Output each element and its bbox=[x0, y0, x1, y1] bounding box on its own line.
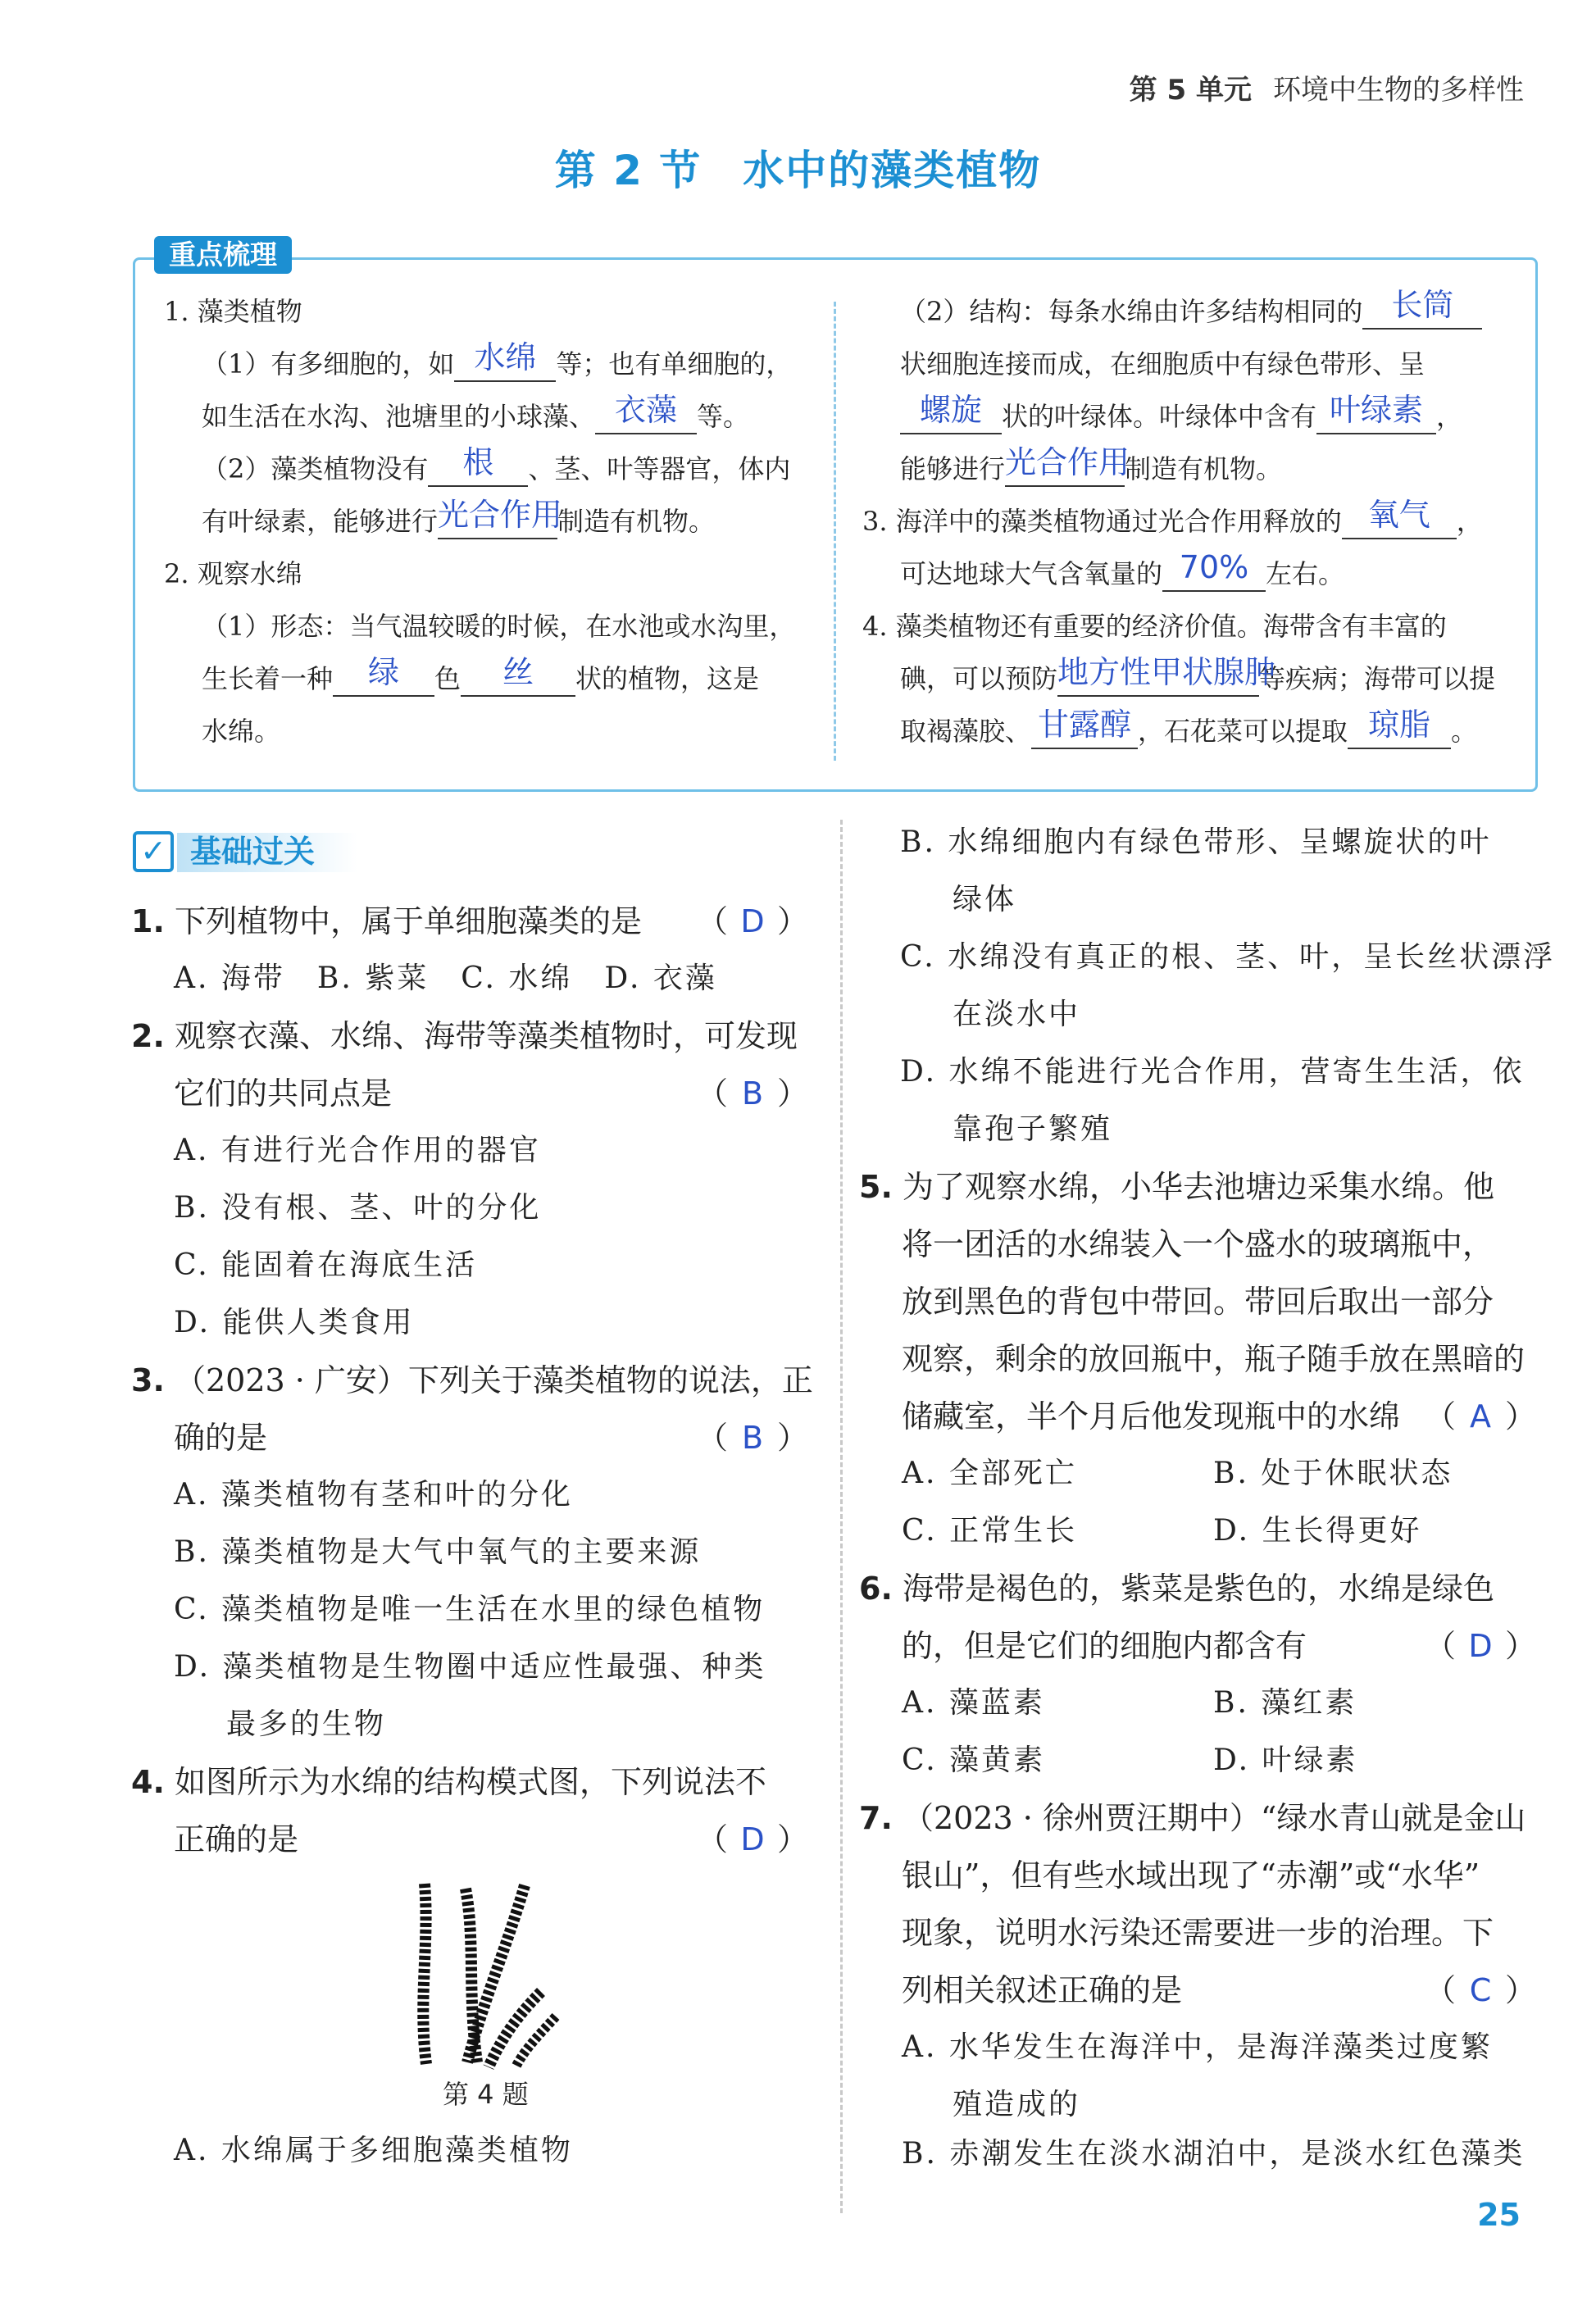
key-l4: （2）藻类植物没有 根 、茎、叶等器官，体内 bbox=[202, 451, 790, 487]
key-r4: 能够进行 光合作用 制造有机物。 bbox=[900, 451, 1282, 487]
unit-number: 第 5 单元 bbox=[1129, 74, 1252, 107]
q4-option-d-1: D. 水绵不能进行光合作用，营寄生生活，依 bbox=[900, 1055, 1525, 1089]
q2-stem-1: 2. 观察衣藻、水绵、海带等藻类植物时，可发现 bbox=[131, 1018, 798, 1054]
q2-option-a: A. 有进行光合作用的器官 bbox=[174, 1134, 541, 1167]
blank-luoxuan: 螺旋 bbox=[900, 400, 1002, 434]
key-l5: 有叶绿素，能够进行 光合作用 制造有机物。 bbox=[202, 503, 715, 539]
spirogyra-figure bbox=[402, 1877, 566, 2074]
blank-si: 丝 bbox=[461, 662, 575, 697]
q2-answer: （ B ） bbox=[697, 1075, 809, 1112]
blank-qiongzhi: 琼脂 bbox=[1348, 715, 1451, 749]
q6-option-b: B. 藻红素 bbox=[1213, 1686, 1357, 1720]
blank-guanghe-1: 光合作用 bbox=[438, 505, 557, 539]
q4-figure-caption: 第 4 题 bbox=[443, 2079, 529, 2110]
q2-option-d: D. 能供人类食用 bbox=[174, 1306, 415, 1339]
q6-stem-2: 的，但是它们的细胞内都含有 bbox=[902, 1628, 1307, 1664]
q3-answer: （ B ） bbox=[697, 1420, 809, 1456]
key-r2: 状细胞连接而成，在细胞质中有绿色带形、呈 bbox=[900, 348, 1425, 380]
q5-answer: （ A ） bbox=[1425, 1398, 1537, 1434]
q4-option-b-1: B. 水绵细胞内有绿色带形、呈螺旋状的叶 bbox=[900, 825, 1492, 859]
blank-lv: 绿 bbox=[333, 662, 434, 697]
key-l2: （1）有多细胞的，如 水绵 等；也有单细胞的， bbox=[202, 346, 792, 382]
q3-option-d-1: D. 藻类植物是生物圈中适应性最强、种类 bbox=[174, 1650, 766, 1684]
blank-yizao: 衣藻 bbox=[595, 400, 697, 434]
basic-section-label: 基础过关 bbox=[190, 834, 316, 870]
key-l6: 2. 观察水绵 bbox=[164, 558, 302, 589]
blank-changtong: 长筒 bbox=[1362, 295, 1482, 330]
blank-shuimian: 水绵 bbox=[454, 348, 556, 382]
q4-option-c-1: C. 水绵没有真正的根、茎、叶，呈长丝状漂浮 bbox=[900, 940, 1556, 974]
q4-option-a: A. 水绵属于多细胞藻类植物 bbox=[174, 2134, 573, 2167]
key-l7: （1）形态：当气温较暖的时候，在水池或水沟里， bbox=[202, 611, 796, 642]
q4-option-d-2: 靠孢子繁殖 bbox=[953, 1112, 1113, 1146]
filament-5 bbox=[516, 2016, 556, 2066]
q1-answer: （ D ） bbox=[697, 903, 809, 939]
blank-ganluchun: 甘露醇 bbox=[1031, 715, 1138, 749]
q1-stem: 1. 下列植物中，属于单细胞藻类的是 bbox=[131, 903, 642, 939]
key-l1: 1. 藻类植物 bbox=[164, 296, 302, 327]
key-l3: 如生活在水沟、池塘里的小球藻、 衣藻 等。 bbox=[202, 398, 749, 434]
check-icon: ✓ bbox=[133, 831, 174, 872]
blank-yangqi: 氧气 bbox=[1342, 505, 1457, 539]
q6-option-c: C. 藻黄素 bbox=[902, 1744, 1046, 1777]
q7-stem-2: 银山”，但有些水域出现了“赤潮”或“水华” bbox=[902, 1857, 1480, 1894]
key-r9: 取褐藻胶、 甘露醇 ，石花菜可以提取 琼脂 。 bbox=[900, 713, 1477, 749]
q6-answer: （ D ） bbox=[1425, 1628, 1537, 1664]
blank-jiazhuangxian: 地方性甲状腺肿 bbox=[1057, 662, 1259, 697]
section-title bbox=[0, 138, 1596, 197]
q7-stem-4: 列相关叙述正确的是 bbox=[902, 1972, 1183, 2008]
q7-option-a-1: A. 水华发生在海洋中，是海洋藻类过度繁 bbox=[902, 2030, 1493, 2064]
blank-yelvsu: 叶绿素 bbox=[1316, 400, 1436, 434]
page-number: 25 bbox=[1477, 2197, 1521, 2233]
q5-option-d: D. 生长得更好 bbox=[1213, 1514, 1422, 1548]
key-points-tag: 重点梳理 bbox=[154, 236, 292, 274]
q7-answer: （ C ） bbox=[1425, 1972, 1537, 2008]
blank-70: 70% bbox=[1162, 557, 1266, 592]
q7-stem-1: 7. （2023 · 徐州贾汪期中）“绿水青山就是金山 bbox=[859, 1800, 1526, 1836]
q4-option-b-2: 绿体 bbox=[953, 883, 1017, 916]
unit-header bbox=[1130, 67, 1524, 107]
q5-option-b: B. 处于休眠状态 bbox=[1213, 1457, 1453, 1490]
key-r3: 螺旋 状的叶绿体。叶绿体中含有 叶绿素 ， bbox=[900, 398, 1462, 434]
key-r6: 可达地球大气含氧量的 70% 左右。 bbox=[900, 556, 1344, 592]
filament-4 bbox=[489, 1992, 541, 2067]
q1-options: A. 海带 B. 紫菜 C. 水绵 D. 衣藻 bbox=[174, 962, 717, 995]
q7-stem-3: 现象，说明水污染还需要进一步的治理。下 bbox=[902, 1915, 1494, 1951]
q3-option-a: A. 藻类植物有茎和叶的分化 bbox=[174, 1478, 573, 1512]
q3-option-b: B. 藻类植物是大气中氧气的主要来源 bbox=[174, 1535, 702, 1569]
key-box-divider bbox=[834, 302, 836, 761]
q7-option-b-1: B. 赤潮发生在淡水湖泊中，是淡水红色藻类 bbox=[902, 2137, 1526, 2171]
key-r1: （2）结构：每条水绵由许多结构相同的 长筒 bbox=[900, 293, 1482, 330]
q5-option-c: C. 正常生长 bbox=[902, 1514, 1078, 1548]
key-r5: 3. 海洋中的藻类植物通过光合作用释放的 氧气 ， bbox=[862, 503, 1483, 539]
q5-stem-4: 观察，剩余的放回瓶中，瓶子随手放在黑暗的 bbox=[902, 1341, 1526, 1377]
q3-stem-2: 确的是 bbox=[174, 1420, 268, 1456]
q6-option-d: D. 叶绿素 bbox=[1213, 1744, 1358, 1777]
q4-stem-2: 正确的是 bbox=[174, 1821, 299, 1857]
section-name: 水中的藻类植物 bbox=[743, 147, 1042, 194]
q2-option-b: B. 没有根、茎、叶的分化 bbox=[174, 1191, 542, 1225]
key-r7: 4. 藻类植物还有重要的经济价值。海带含有丰富的 bbox=[862, 611, 1447, 642]
q3-option-c: C. 藻类植物是唯一生活在水里的绿色植物 bbox=[174, 1593, 766, 1626]
section-number: 第 2 节 bbox=[554, 147, 703, 194]
q5-stem-3: 放到黑色的背包中带回。带回后取出一部分 bbox=[902, 1284, 1494, 1320]
q5-option-a: A. 全部死亡 bbox=[902, 1457, 1077, 1490]
q6-stem-1: 6. 海带是褐色的，紫菜是紫色的，水绵是绿色 bbox=[859, 1571, 1494, 1607]
q5-stem-5: 储藏室，半个月后他发现瓶中的水绵 bbox=[902, 1398, 1401, 1434]
q4-answer: （ D ） bbox=[697, 1821, 809, 1857]
q4-option-c-2: 在淡水中 bbox=[953, 998, 1081, 1031]
key-r8: 碘，可以预防 地方性甲状腺肿 等疾病；海带可以提 bbox=[900, 661, 1495, 697]
q5-stem-1: 5. 为了观察水绵，小华去池塘边采集水绵。他 bbox=[859, 1169, 1494, 1205]
filament-1 bbox=[423, 1884, 426, 2064]
q3-stem-1: 3. （2023 · 广安）下列关于藻类植物的说法，正 bbox=[131, 1362, 813, 1398]
q3-option-d-2: 最多的生物 bbox=[226, 1707, 387, 1741]
q4-stem-1: 4. 如图所示为水绵的结构模式图，下列说法不 bbox=[131, 1764, 766, 1800]
blank-guanghe-2: 光合作用 bbox=[1005, 452, 1125, 487]
q2-option-c: C. 能固着在海底生活 bbox=[174, 1248, 478, 1282]
column-divider bbox=[840, 820, 843, 2213]
key-l8: 生长着一种 绿 色 丝 状的植物，这是 bbox=[202, 661, 759, 697]
q5-stem-2: 将一团活的水绵装入一个盛水的玻璃瓶中， bbox=[902, 1226, 1494, 1262]
blank-gen: 根 bbox=[428, 452, 528, 487]
unit-title: 环境中生物的多样性 bbox=[1273, 74, 1524, 107]
q2-stem-2: 它们的共同点是 bbox=[174, 1075, 393, 1112]
key-l9: 水绵。 bbox=[202, 716, 281, 747]
q6-option-a: A. 藻蓝素 bbox=[902, 1686, 1045, 1720]
q7-option-a-2: 殖造成的 bbox=[953, 2088, 1081, 2121]
